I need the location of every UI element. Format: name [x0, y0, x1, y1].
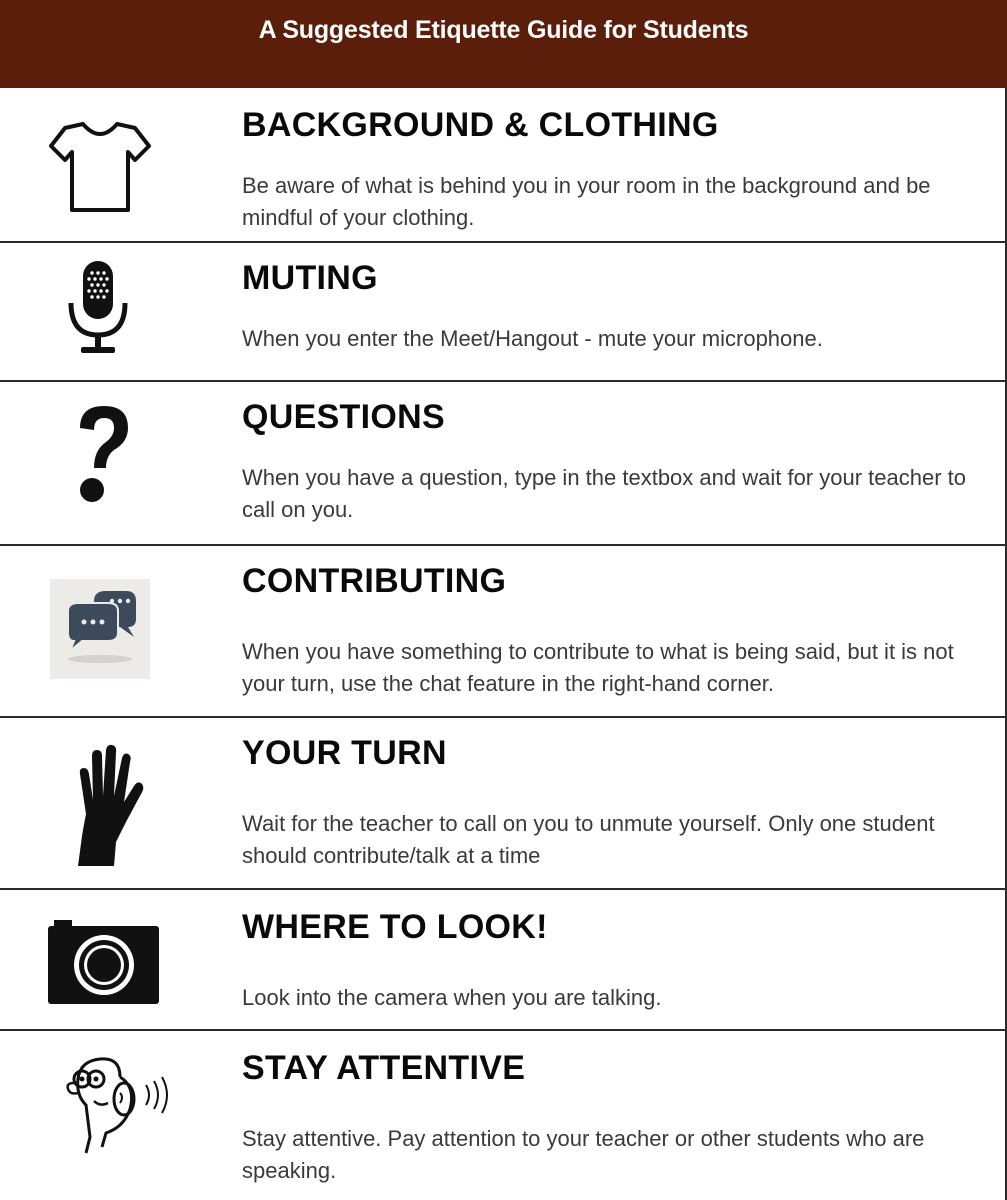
guide-row-stay-attentive: [0, 1029, 1007, 1200]
listening-face-icon: [0, 1029, 210, 1200]
row-title: WHERE TO LOOK!: [242, 908, 548, 946]
microphone-icon: [0, 241, 210, 380]
row-description: When you enter the Meet/Hangout - mute your microphone.: [242, 326, 823, 351]
guide-row-contributing: [0, 544, 1007, 718]
tshirt-icon: [0, 88, 210, 241]
row-title: YOUR TURN: [242, 734, 447, 772]
row-description: Stay attentive. Pay attention to your teacher or other students who are speaking.: [242, 1126, 925, 1183]
guide-row-questions: [0, 380, 1007, 546]
row-title: BACKGROUND & CLOTHING: [242, 106, 719, 144]
row-title: MUTING: [242, 259, 378, 297]
row-title: STAY ATTENTIVE: [242, 1049, 526, 1087]
page-title: A Suggested Etiquette Guide for Students: [258, 16, 749, 44]
question-mark-icon: [0, 380, 210, 544]
row-description: When you have a question, type in the textbox and wait for your teacher to call on you.: [242, 465, 966, 522]
row-description: When you have something to contribute to what is being said, but it is not your turn, use the chat feature in the right-hand corner.: [242, 639, 954, 696]
row-description: Be aware of what is behind you in your room in the background and be mindful of your clothing.: [242, 173, 931, 230]
camera-icon: [0, 888, 210, 1029]
header-bar: [0, 0, 1007, 88]
row-description: Wait for the teacher to call on you to unmute yourself. Only one student should contribute/talk at a time: [242, 811, 935, 868]
guide-row-background-clothing: [0, 88, 1007, 243]
chat-bubbles-icon: [0, 544, 210, 716]
guide-row-muting: [0, 241, 1007, 382]
row-title: CONTRIBUTING: [242, 562, 507, 600]
raised-hand-icon: [0, 716, 210, 888]
row-title: QUESTIONS: [242, 398, 445, 436]
row-description: Look into the camera when you are talking.: [242, 985, 662, 1010]
guide-row-your-turn: [0, 716, 1007, 890]
guide-row-where-to-look: [0, 888, 1007, 1031]
